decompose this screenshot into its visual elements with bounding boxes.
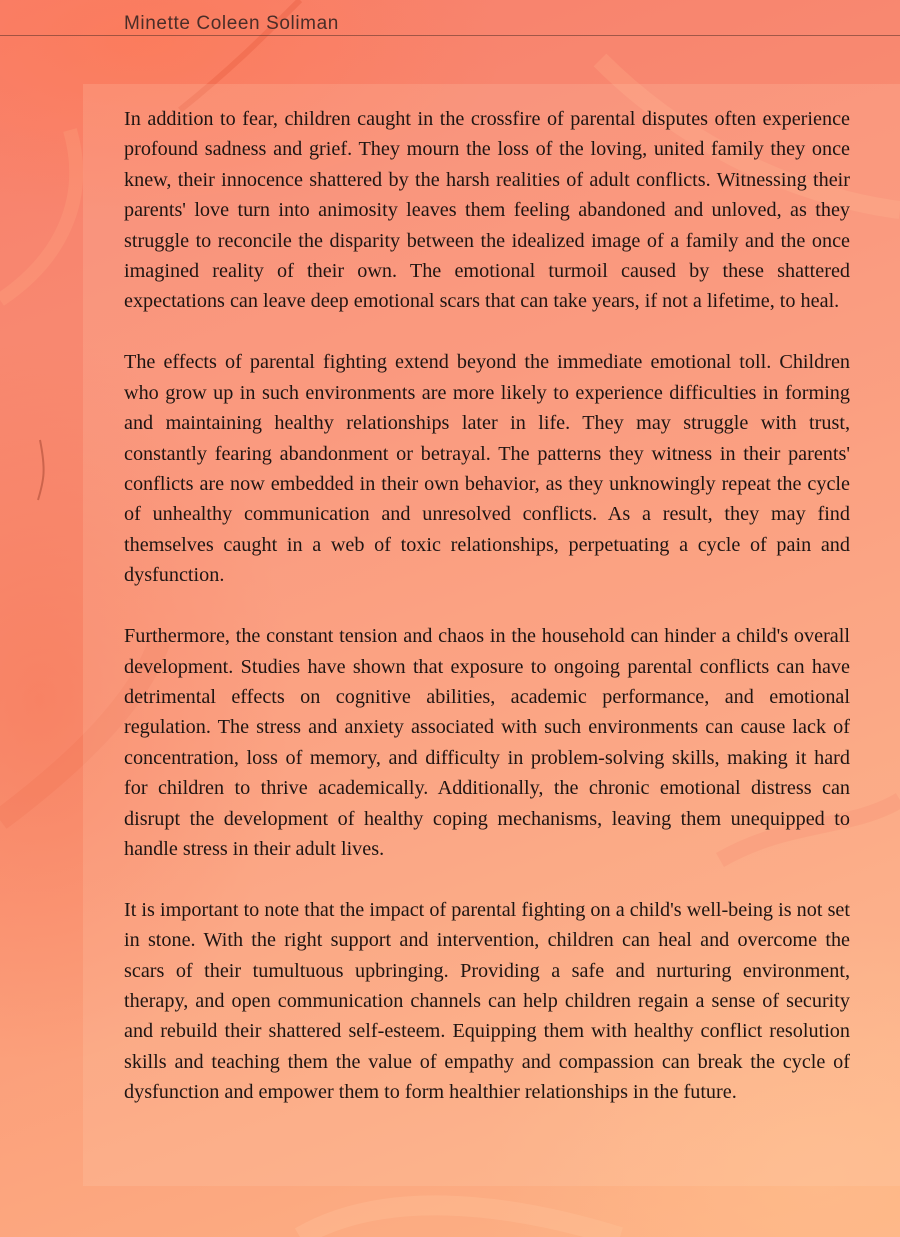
article-body (124, 104, 850, 1108)
paragraph: The effects of parental fighting extend beyond the immediate emotional toll. Children who grow up in such environments are more likely to experience difficulties in forming and maintaining healthy relationships later in life. They may struggle with trust, constantly fearing abandonment or betrayal. The patterns they witness in their parents' conflicts are now embedded in their own behavior, as they unknowingly repeat the cycle of unhealthy communication and unresolved conflicts. As a result, they may find themselves caught in a web of toxic relationships, perpetuating a cycle of pain and dysfunction. (124, 351, 850, 587)
author-name: Minette Coleen Soliman (124, 13, 339, 34)
paragraph: In addition to fear, children caught in the crossfire of parental disputes often experience profound sadness and grief. They mourn the loss of the loving, united family they once knew, their innocence shattered by the harsh realities of adult conflicts. Witnessing their parents' love turn into animosity leaves them feeling abandoned and unloved, as they struggle to reconcile the disparity between the idealized image of a family and the once imagined reality of their own. The emotional turmoil caused by these shattered expectations can leave deep emotional scars that can take years, if not a lifetime, to heal. (124, 108, 850, 313)
page-header (0, 0, 900, 36)
paragraph: It is important to note that the impact of parental fighting on a child's well-being is not set in stone. With the right support and intervention, children can heal and overcome the scars of their tumultuous upbringing. Providing a safe and nurturing environment, therapy, and open communication channels can help children regain a sense of security and rebuild their shattered self-esteem. Equipping them with healthy conflict resolution skills and teaching them the value of empathy and compassion can break the cycle of dysfunction and empower them to form healthier relationships in the future. (124, 898, 850, 1104)
paragraph: Furthermore, the constant tension and chaos in the household can hinder a child's overall development. Studies have shown that exposure to ongoing parental conflicts can have detrimental effects on cognitive abilities, academic performance, and emotional regulation. The stress and anxiety associated with such environments can cause lack of concentration, loss of memory, and difficulty in problem-solving skills, making it hard for children to thrive academically. Additionally, the chronic emotional distress can disrupt the development of healthy coping mechanisms, leaving them unequipped to handle stress in their adult lives. (124, 625, 850, 860)
